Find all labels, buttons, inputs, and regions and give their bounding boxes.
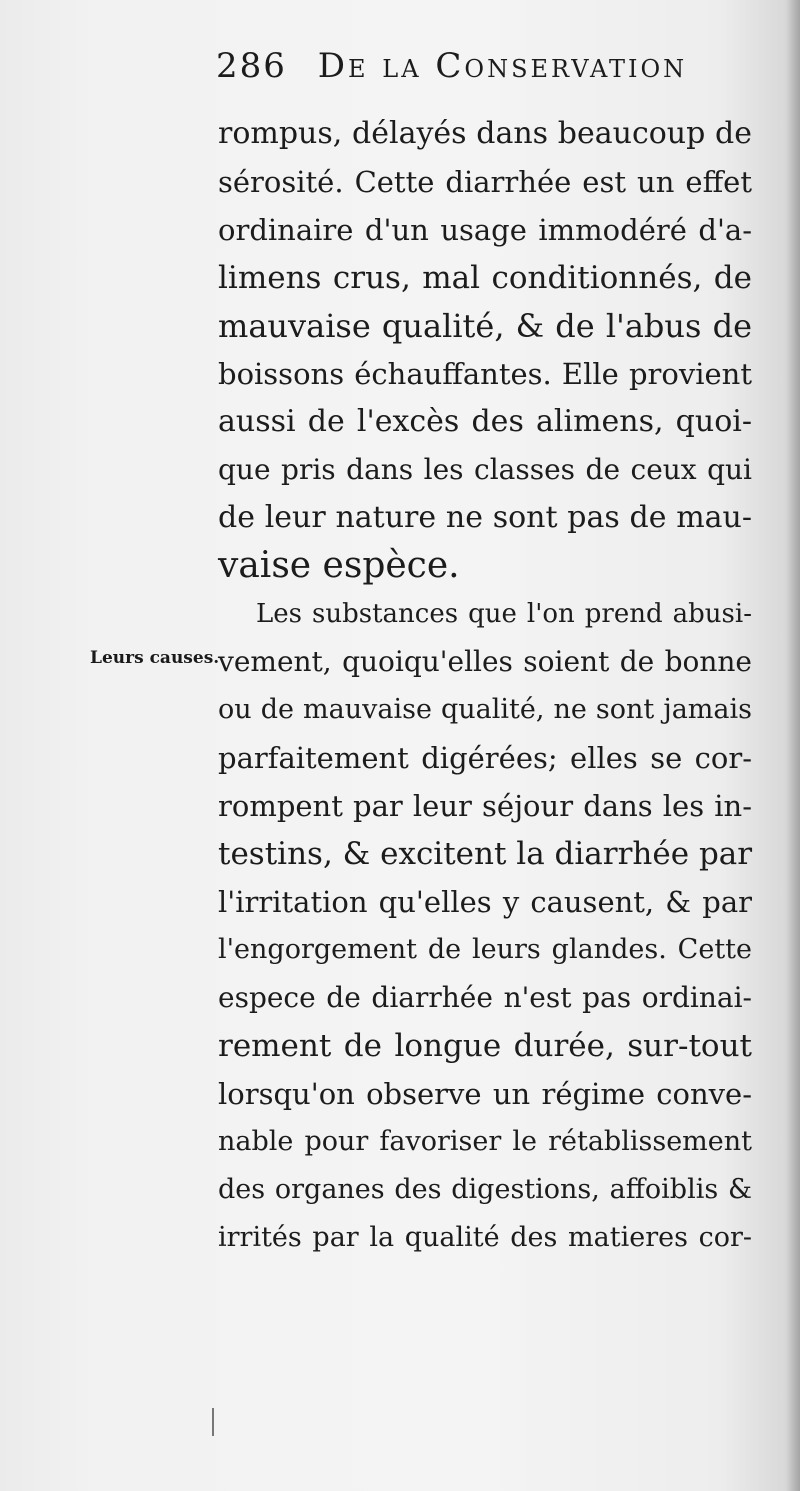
text-line: testins, & excitent la diarrhée par: [218, 836, 753, 872]
text-line: ou de mauvaise qualité, ne sont jamais: [218, 694, 752, 725]
ink-mark: [212, 1408, 214, 1436]
text-line: que pris dans les classes de ceux qui: [218, 453, 752, 486]
text-line: Les substances que l'on prend abusi-: [256, 599, 752, 629]
text-line: vaise espèce.: [218, 545, 460, 586]
text-line: sérosité. Cette diarrhée est un effet: [218, 165, 752, 199]
text-line: l'irritation qu'elles y causent, & par: [218, 885, 752, 919]
text-line: parfaitement digérées; elles se cor-: [218, 741, 752, 775]
text-line: aussi de l'excès des alimens, quoi-: [218, 404, 752, 439]
text-line: lorsqu'on observe un régime conve-: [218, 1077, 752, 1111]
text-line: espece de diarrhée n'est pas ordinai-: [218, 981, 752, 1014]
page-header: [216, 46, 736, 106]
text-line: rompus, délayés dans beaucoup de: [218, 116, 752, 151]
text-line: boissons échauffantes. Elle provient: [218, 357, 752, 391]
page-number: 286: [216, 46, 287, 86]
page-edge-shadow: [786, 0, 800, 1491]
text-line: vement, quoiqu'elles soient de bonne: [218, 645, 752, 678]
text-line: limens crus, mal conditionnés, de: [218, 260, 752, 296]
text-line: des organes des digestions, affoiblis &: [218, 1174, 752, 1205]
text-line: rompent par leur séjour dans les in-: [218, 789, 752, 823]
text-line: l'engorgement de leurs glandes. Cette: [218, 934, 752, 965]
text-line: ordinaire d'un usage immodéré d'a-: [218, 213, 752, 247]
text-line: irrités par la qualité des matieres cor-: [218, 1222, 752, 1253]
running-title: De la Conservation: [317, 46, 688, 86]
text-line: nable pour favoriser le rétablissement: [218, 1126, 752, 1157]
text-line: rement de longue durée, sur-tout: [218, 1028, 752, 1064]
margin-note: Leurs causes.: [90, 648, 220, 668]
text-line: mauvaise qualité, & de l'abus de: [218, 307, 752, 345]
text-line: de leur nature ne sont pas de mau-: [218, 500, 752, 535]
